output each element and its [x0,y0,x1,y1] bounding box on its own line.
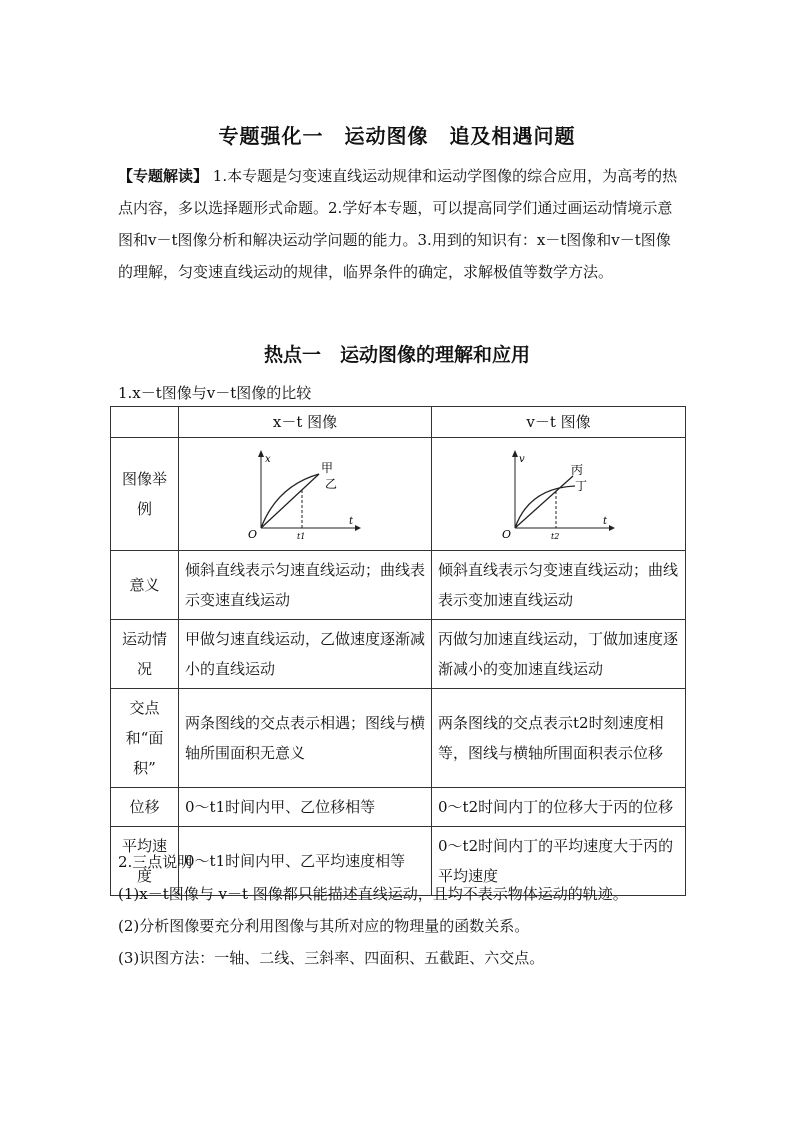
xt-cell: 两条图线的交点表示相遇；图线与横轴所围面积无意义 [179,689,432,788]
note-item: (2)分析图像要充分利用图像与其所对应的物理量的函数关系。 [118,917,530,935]
xt-example-graph [245,448,365,540]
xt-curve-a-label: 甲 [321,461,334,475]
column-header-xt: x－t 图像 [179,407,432,438]
vt-tick: t2 [550,532,559,540]
vt-cell: 倾斜直线表示匀变速直线运动；曲线表示变加速直线运动 [432,551,686,620]
row-label: 交点和“面积” [111,689,179,788]
subhead-notes: 2.三点说明 [118,853,193,871]
vt-curve-b-label: 丁 [574,479,587,493]
table-row [111,689,686,788]
notes-section [118,846,698,974]
xt-axis-y: x [265,454,271,465]
note-item: (3)识图方法：一轴、二线、三斜率、四面积、五截距、六交点。 [118,949,545,967]
xt-cell: 0～t1时间内甲、乙位移相等 [179,788,432,827]
intro-text: 1.本专题是匀变速直线运动规律和运动学图像的综合应用，为高考的热点内容，多以选择题形式命题。2.学好本专题，可以提高同学们通过画运动情境示意图和v－t图像分析和解决运动学问题的能力。3.用到的知识有：x－t图像和v－t图像的理解，匀变速直线运动的规律，临界条件的确定，求解极值等数学方法。 [118,167,678,281]
vt-graph-cell [432,438,686,551]
vt-axis-y: v [518,454,525,465]
vt-cell: 两条图线的交点表示t2时刻速度相等，图线与横轴所围面积表示位移 [432,689,686,788]
xt-curve-b-label: 乙 [325,477,338,491]
xt-graph-cell [179,438,432,551]
table-row [111,438,686,551]
vt-cell: 0～t2时间内丁的平均速度大于丙的平均速度 [432,827,686,896]
row-label: 运动情况 [111,620,179,689]
xt-cell: 甲做匀速直线运动，乙做速度逐渐减小的直线运动 [179,620,432,689]
column-header-vt: v－t 图像 [432,407,686,438]
row-label: 位移 [111,788,179,827]
vt-curve-a-label: 丙 [570,463,583,477]
xt-origin: O [248,528,258,540]
vt-cell: 丙做匀加速直线运动，丁做加速度逐渐减小的变加速直线运动 [432,620,686,689]
vt-origin: O [501,528,511,540]
note-item: (1)x－t图像与 v－t 图像都只能描述直线运动，且均不表示物体运动的轨迹。 [118,885,628,903]
page-title: 专题强化一 运动图像 追及相遇问题 [218,124,576,148]
section-title: 热点一 运动图像的理解和应用 [263,344,530,366]
comparison-table [110,406,686,896]
intro-lead: 【专题解读】 [118,167,209,185]
xt-tick: t1 [297,532,306,540]
vt-axis-x: t [602,516,607,527]
table-row [111,788,686,827]
xt-cell: 倾斜直线表示匀速直线运动；曲线表示变速直线运动 [179,551,432,620]
xt-cell: 0～t1时间内甲、乙平均速度相等 [179,827,432,896]
vt-cell: 0～t2时间内丁的位移大于丙的位移 [432,788,686,827]
table-header-row [111,407,686,438]
row-label-graph: 图像举例 [111,438,179,551]
subhead-comparison: 1.x－t图像与v－t图像的比较 [118,384,312,402]
intro-paragraph [118,160,678,288]
row-label: 意义 [111,551,179,620]
row-label: 平均速度 [111,827,179,896]
table-row [111,620,686,689]
table-row [111,551,686,620]
xt-axis-x: t [349,516,354,527]
vt-example-graph [499,448,619,540]
table-corner [111,407,179,438]
